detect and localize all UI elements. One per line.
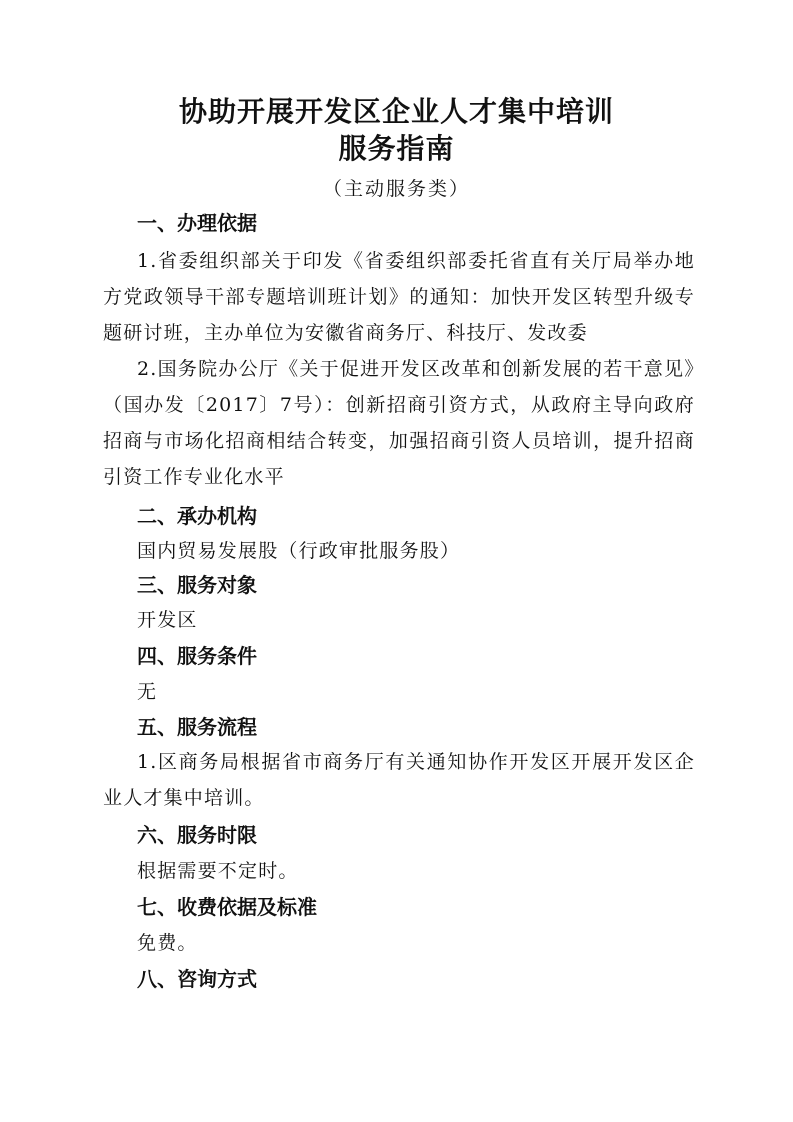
section-heading-fees: 七、收费依据及标准 xyxy=(137,895,317,919)
process-item-1 xyxy=(103,744,695,816)
basis-item-2-text: 2.国务院办公厅《关于促进开发区改革和创新发展的若干意见》（国办发〔2017〕7号）：创新招商引资方式，从政府主导向政府招商与市场化招商相结合转变，加强招商引资人员培训，提升招商引资工作专业化水平 xyxy=(103,358,695,488)
document-title-line2: 服务指南 xyxy=(338,132,455,165)
fees-content: 免费。 xyxy=(137,932,198,954)
time-limit-content: 根据需要不定时。 xyxy=(137,860,299,882)
target-content: 开发区 xyxy=(137,609,198,631)
basis-item-1 xyxy=(103,243,695,351)
section-heading-process: 五、服务流程 xyxy=(137,715,257,739)
section-heading-conditions: 四、服务条件 xyxy=(137,644,257,668)
section-heading-time-limit: 六、服务时限 xyxy=(137,823,257,847)
basis-item-1-text: 1.省委组织部关于印发《省委组织部委托省直有关厅局举办地方党政领导干部专题培训班计划》的通知：加快开发区转型升级专题研讨班，主办单位为安徽省商务厅、科技厅、发改委 xyxy=(103,250,695,344)
conditions-content: 无 xyxy=(137,681,158,703)
section-heading-basis: 一、办理依据 xyxy=(137,211,257,235)
organizer-content: 国内贸易发展股（行政审批服务股） xyxy=(137,540,461,562)
section-heading-contact: 八、咨询方式 xyxy=(137,967,257,991)
process-item-1-text: 1.区商务局根据省市商务厅有关通知协作开发区开展开发区企业人才集中培训。 xyxy=(103,751,695,809)
document-title-line1: 协助开展开发区企业人才集中培训 xyxy=(178,95,614,128)
document-subtitle: （主动服务类） xyxy=(322,178,470,200)
basis-item-2 xyxy=(103,351,695,495)
section-heading-target: 三、服务对象 xyxy=(137,573,257,597)
section-heading-organizer: 二、承办机构 xyxy=(137,504,257,528)
